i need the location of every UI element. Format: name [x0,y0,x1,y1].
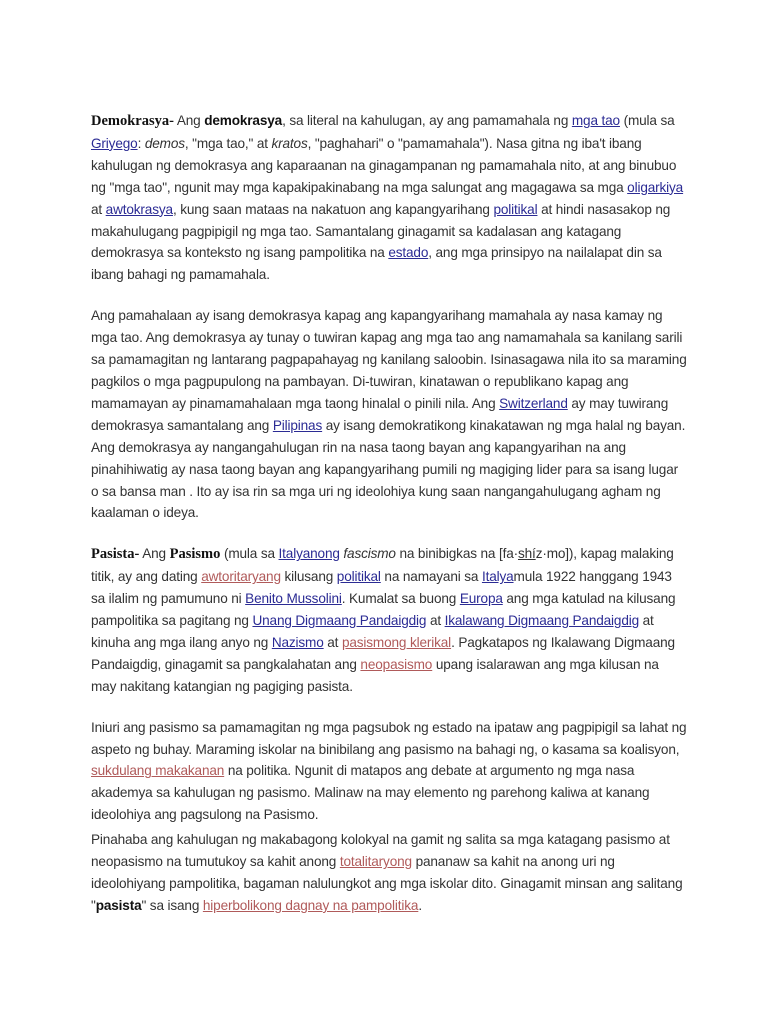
text-run: pasista [95,897,142,913]
text-run: , kung saan mataas na nakatuon ang kapangyarihang [172,201,494,217]
text-run: ay may tuwirang demokrasya samantalang ang [91,395,669,433]
link[interactable]: Unang Digmaang Pandaigdig [252,613,427,629]
text-run: Ang pamahalaan ay isang demokrasya kapag ang kapangyarihang mamahala ay nasa kamay ng mga tao. Ang demokrasya ay tunay o tuwiran kapag ang mga tao ang namamahala sa kanilang sarili sa pamamagitan ng lantarang pagpapahayag ng kanilang saloobin. Isinasagawa nila ito sa maraming pagkilos o mga pagpupulong na pambayan. Di-tuwiran, kinatawan o republikano kapag ang mamamayan ay pinamamahalaan mga taong hinalal o pinili nila. Ang [91,308,687,411]
text-run: fascismo [343,546,396,562]
text-run: Ang [139,546,170,562]
text-run: . Kumalat sa buong [341,591,460,607]
text-run: . Pagkatapos ng Ikalawang Digmaang Pandaigdig, ginagamit sa pangkalahatan ang [91,634,675,672]
paragraph-pasismo-colloquial [91,829,687,917]
text-run: , "paghahari" o "pamamahala"). Nasa gitna ng iba't ibang kahulugan ng demokrasya ang kaparaanan na ginagampanan ng pamamahala nito, at ang binubuo ng "mga tao", ngunit may mga kapakipakinabang na mga salungat ang magagawa sa mga [91,135,677,195]
text-run: na namayani sa [380,569,482,585]
text-run: ay isang demokratikong kinakatawan ng mga halal ng bayan. Ang demokrasya ay nangangahulugan rin na nasa taong bayan ang kapangyarihan na ang pinahihiwatig ay nasa taong bayan ang kapangyarihang pumili ng magiging lider para sa isang lugar o sa bansa man . Ito ay isa rin sa mga uri ng ideolohiya kung saan nangangahulugang agham ng kaalaman o ideya. [91,417,686,521]
redlink[interactable]: neopasismo [360,656,433,672]
text-run: : [137,135,145,151]
text-run: at [323,634,342,650]
paragraph-pasismo-classification [91,717,687,827]
link[interactable]: Italya [481,569,514,585]
text-run: shí [518,546,536,562]
text-run: na politika. Ngunit di matapos ang debate at argumento ng mga nasa akademya sa kahulugan ng pasismo. Malinaw na may elemento ng parehong kaliwa at kanang ideolohiya ang pagsulong na Pasismo. [91,763,650,823]
text-run: at [91,201,106,217]
link[interactable]: estado [388,245,429,261]
text-run: na binibigkas na [fa· [395,546,518,562]
link[interactable]: mga tao [571,113,620,128]
text-run: ang mga katulad na kilusang pampolitika sa pagitang ng [91,591,676,629]
text-run: " sa isang [141,897,203,913]
link[interactable]: Europa [459,591,503,607]
section-heading: Demokrasya- [91,113,174,129]
text-run: , sa literal na kahulugan, ay ang pamamahala ng [282,113,572,128]
text-run: kratos [271,135,308,151]
text-run: kilusang [280,569,337,585]
redlink[interactable]: awtoritaryang [201,569,281,585]
link[interactable]: Pilipinas [272,417,323,433]
redlink[interactable]: pasismong klerikal [341,634,452,650]
paragraph-demokrasya [91,110,687,286]
text-run: demos [144,135,185,151]
paragraph-demokrasya-types [91,305,687,524]
text-run: Iniuri ang pasismo sa pamamagitan ng mga pagsubok ng estado na ipataw ang pagpipigil sa lahat ng aspeto ng buhay. Maraming iskolar na binibilang ang pasismo na bahagi ng, o kasama sa koalisyon, [91,719,687,757]
redlink[interactable]: sukdulang makakanan [91,763,225,779]
link[interactable]: Griyego [91,135,138,151]
text-run: at hindi nasasakop ng makahulugang pagpipigil ng mga tao. Samantalang ginagamit sa kadalasan ang katagang demokrasya sa konteksto ng isang pampolitika na [91,201,671,261]
redlink[interactable]: totalitaryong [339,854,412,870]
text-run: Pinahaba ang kahulugan ng makabagong kolokyal na gamit ng salita sa mga katagang pasismo at neopasismo na tumutukoy sa kahit anong [91,832,670,870]
link[interactable]: Nazismo [271,634,324,650]
link[interactable]: oligarkiya [627,179,684,195]
link[interactable]: awtokrasya [105,201,173,217]
link[interactable]: politikal [493,201,538,217]
text-run: demokrasya [204,113,283,128]
text-run: mula 1922 hanggang 1943 sa ilalim ng pamumuno ni [91,569,672,607]
text-run: pananaw sa kahit na anong uri ng ideolohiyang pampolitika, bagaman nalulungkot ang mga iskolar dito. Ginagamit minsan ang salitang " [91,854,683,913]
text-run: upang isalarawan ang mga kilusan na may nakitang katangian ng pagiging pasista. [91,656,659,694]
text-run: z·mo]), kapag malaking titik, ay ang dating [91,546,674,585]
document-body [91,110,687,917]
link[interactable]: Switzerland [499,395,568,411]
text-run: , "mga tao," at [184,135,272,151]
text-run: (mula sa [220,546,279,562]
link[interactable]: politikal [336,569,381,585]
section-heading: Pasista- [91,546,140,563]
text-run: . [418,897,422,913]
paragraph-pasista [91,543,687,697]
link[interactable]: Benito Mussolini [245,591,342,607]
text-run: , ang mga prinsipyo na nailalapat din sa ibang bahagi ng pamamahala. [91,245,662,283]
link[interactable]: Italyanong [278,546,340,562]
text-run: Pasismo [169,546,221,563]
link[interactable]: Ikalawang Digmaang Pandaigdig [444,613,640,629]
text-run: at [426,613,445,629]
text-run: at kinuha ang mga ilang anyo ng [91,613,654,650]
text-run: (mula sa [619,113,675,128]
text-run: Ang [173,113,205,128]
redlink[interactable]: hiperbolikong dagnay na pampolitika [202,897,419,913]
